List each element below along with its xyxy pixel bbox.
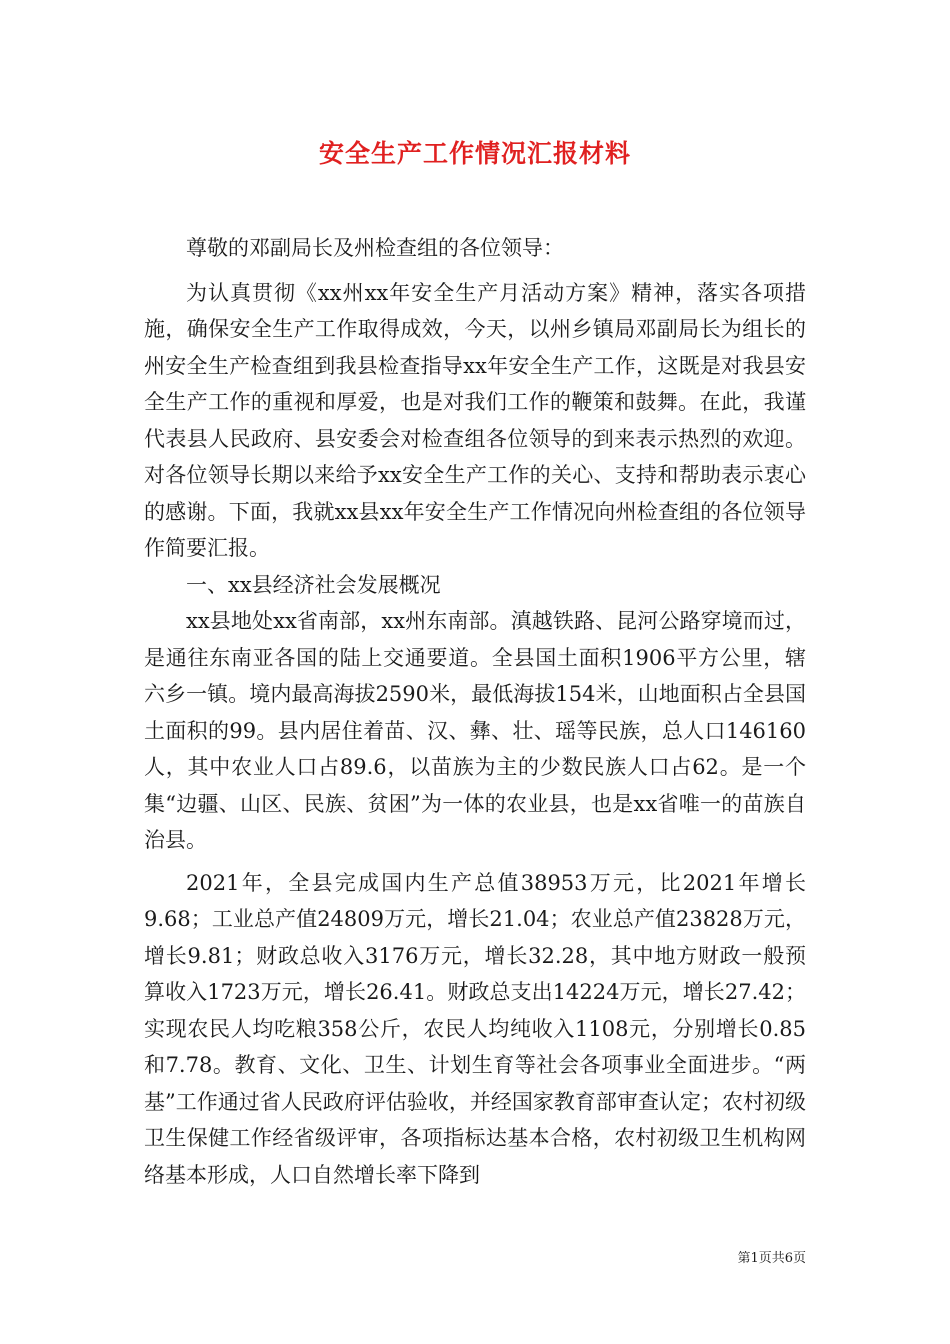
salutation: 尊敬的邓副局长及州检查组的各位领导：: [186, 236, 564, 260]
document-body: [144, 230, 806, 1193]
section-heading: 一、xx县经济社会发展概况: [186, 572, 441, 597]
document-title: 安全生产工作情况汇报材料: [318, 139, 631, 168]
section-paragraph-1: xx县地处xx省南部，xx州东南部。滇越铁路、昆河公路穿境而过，是通往东南亚各国的陆上交通要道。全县国土面积1906平方公里，辖六乡一镇。境内最高海拔2590米，最低海拔154米，山地面积占全县国土面积的99。县内居住着苗、汉、彝、壮、瑶等民族，总人口146160人，其中农业人口占89.6，以苗族为主的少数民族人口占62。是一个集“边疆、山区、民族、贫困”为一体的农业县，也是xx省唯一的苗族自治县。: [144, 609, 806, 852]
intro-paragraph: 为认真贯彻《xx州xx年安全生产月活动方案》精神，落实各项措施，确保安全生产工作取得成效，今天，以州乡镇局邓副局长为组长的州安全生产检查组到我县检查指导xx年安全生产工作，这既是对我县安全生产工作的重视和厚爱，也是对我们工作的鞭策和鼓舞。在此，我谨代表县人民政府、县安委会对检查组各位领导的到来表示热烈的欢迎。对各位领导长期以来给予xx安全生产工作的关心、支持和帮助表示衷心的感谢。下面，我就xx县xx年安全生产工作情况向州检查组的各位领导作简要汇报。: [144, 280, 806, 560]
page-number: 第1页共6页: [737, 1251, 806, 1266]
section-paragraph-2: 2021年，全县完成国内生产总值38953万元，比2021年增长9.68；工业总产值24809万元，增长21.04；农业总产值23828万元，增长9.81；财政总收入3176万元，增长32.28，其中地方财政一般预算收入1723万元，增长26.41。财政总支出14224万元，增长27.42；实现农民人均吃粮358公斤，农民人均纯收入1108元，分别增长0.85和7.78。教育、文化、卫生、计划生育等社会各项事业全面进步。“两基”工作通过省人民政府评估验收，并经国家教育部审查认定；农村初级卫生保健工作经省级评审，各项指标达基本合格，农村初级卫生机构网络基本形成，人口自然增长率下降到: [144, 870, 806, 1187]
